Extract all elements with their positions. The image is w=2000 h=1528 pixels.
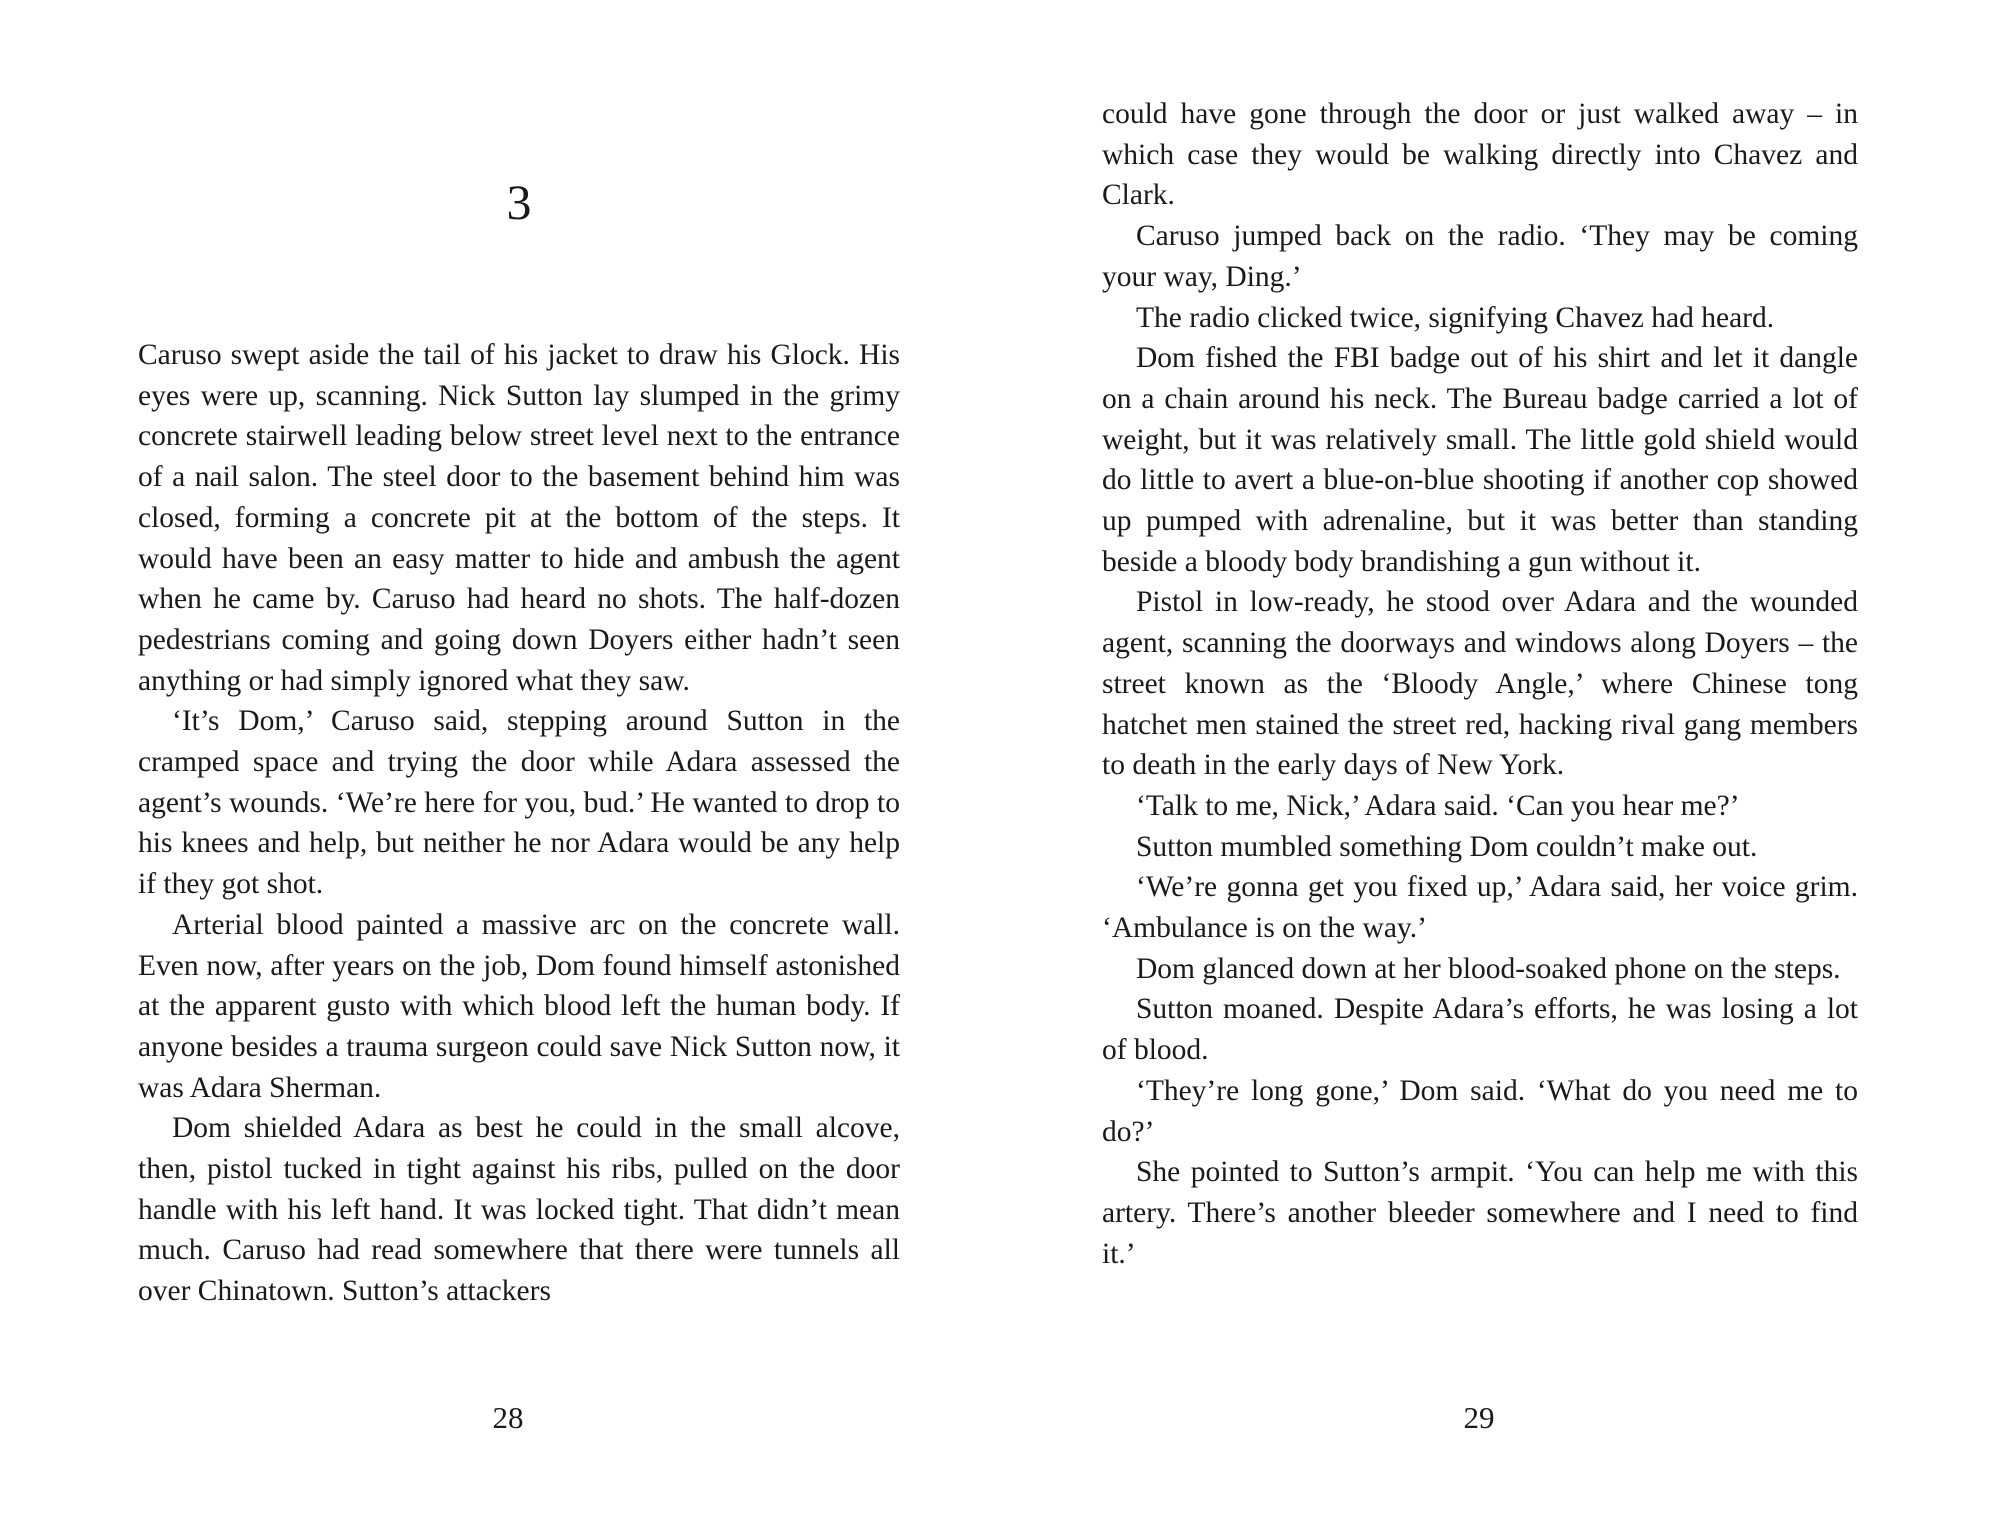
left-page-body [138, 335, 900, 1312]
paragraph: ‘Talk to me, Nick,’ Adara said. ‘Can you hear me?’ [1136, 789, 1740, 822]
page-number-left: 28 [492, 1400, 524, 1435]
paragraph: Sutton mumbled something Dom couldn’t make out. [1136, 830, 1758, 863]
paragraph: Dom fished the FBI badge out of his shirt and let it dangle on a chain around his neck. The Bureau badge carried a lot of weight, but it was relatively small. The little gold shield would do little to avert a blue-on-blue shooting if another cop showed up pumped with adrenaline, but it was better than standing beside a bloody body brandishing a gun without it. [1102, 342, 1858, 578]
right-page-body [1102, 94, 1858, 1274]
chapter-number: 3 [506, 174, 532, 230]
paragraph: Arterial blood painted a massive arc on the concrete wall. Even now, after years on the job, Dom found himself astonished at the apparent gusto with which blood left the human body. If anyone besides a trauma surgeon could save Nick Sutton now, it was Adara Sherman. [138, 908, 900, 1104]
paragraph: Dom shielded Adara as best he could in the small alcove, then, pistol tucked in tight against his ribs, pulled on the door handle with his left hand. It was locked tight. That didn’t mean much. Caruso had read somewhere that there were tunnels all over Chinatown. Sutton’s attackers [138, 1112, 900, 1308]
paragraph: Caruso swept aside the tail of his jacket to draw his Glock. His eyes were up, scanning. Nick Sutton lay slumped in the grimy concrete stairwell leading below street level next to the entrance of a nail salon. The steel door to the basement behind him was closed, forming a concrete pit at the bottom of the steps. It would have been an easy matter to hide and ambush the agent when he came by. Caruso had heard no shots. The half-dozen pedestrians coming and going down Doyers either hadn’t seen anything or had simply ignored what they saw. [138, 339, 900, 697]
paragraph: ‘They’re long gone,’ Dom said. ‘What do you need me to do?’ [1102, 1074, 1858, 1148]
page-number-right: 29 [1463, 1400, 1495, 1435]
paragraph: Caruso jumped back on the radio. ‘They may be coming your way, Ding.’ [1102, 220, 1858, 293]
paragraph: She pointed to Sutton’s armpit. ‘You can help me with this artery. There’s another bleeder somewhere and I need to find it.’ [1102, 1156, 1858, 1270]
paragraph: Pistol in low-ready, he stood over Adara and the wounded agent, scanning the doorways and windows along Doyers – the street known as the ‘Bloody Angle,’ where Chinese tong hatchet men stained the street red, hacking rival gang members to death in the early days of New York. [1102, 586, 1858, 782]
right-page [1000, 0, 2000, 1528]
paragraph: ‘It’s Dom,’ Caruso said, stepping around Sutton in the cramped space and trying the door while Adara assessed the agent’s wounds. ‘We’re here for you, bud.’ He wanted to drop to his knees and help, but neither he nor Adara would be any help if they got shot. [138, 705, 900, 901]
paragraph: could have gone through the door or just walked away – in which case they would be walking directly into Chavez and Clark. [1102, 98, 1858, 212]
paragraph: Sutton moaned. Despite Adara’s efforts, he was losing a lot of blood. [1102, 993, 1858, 1067]
paragraph: ‘We’re gonna get you fixed up,’ Adara said, her voice grim. ‘Ambulance is on the way.’ [1102, 871, 1858, 945]
paragraph: Dom glanced down at her blood-soaked phone on the steps. [1136, 952, 1841, 985]
paragraph: The radio clicked twice, signifying Chavez had heard. [1136, 301, 1775, 334]
